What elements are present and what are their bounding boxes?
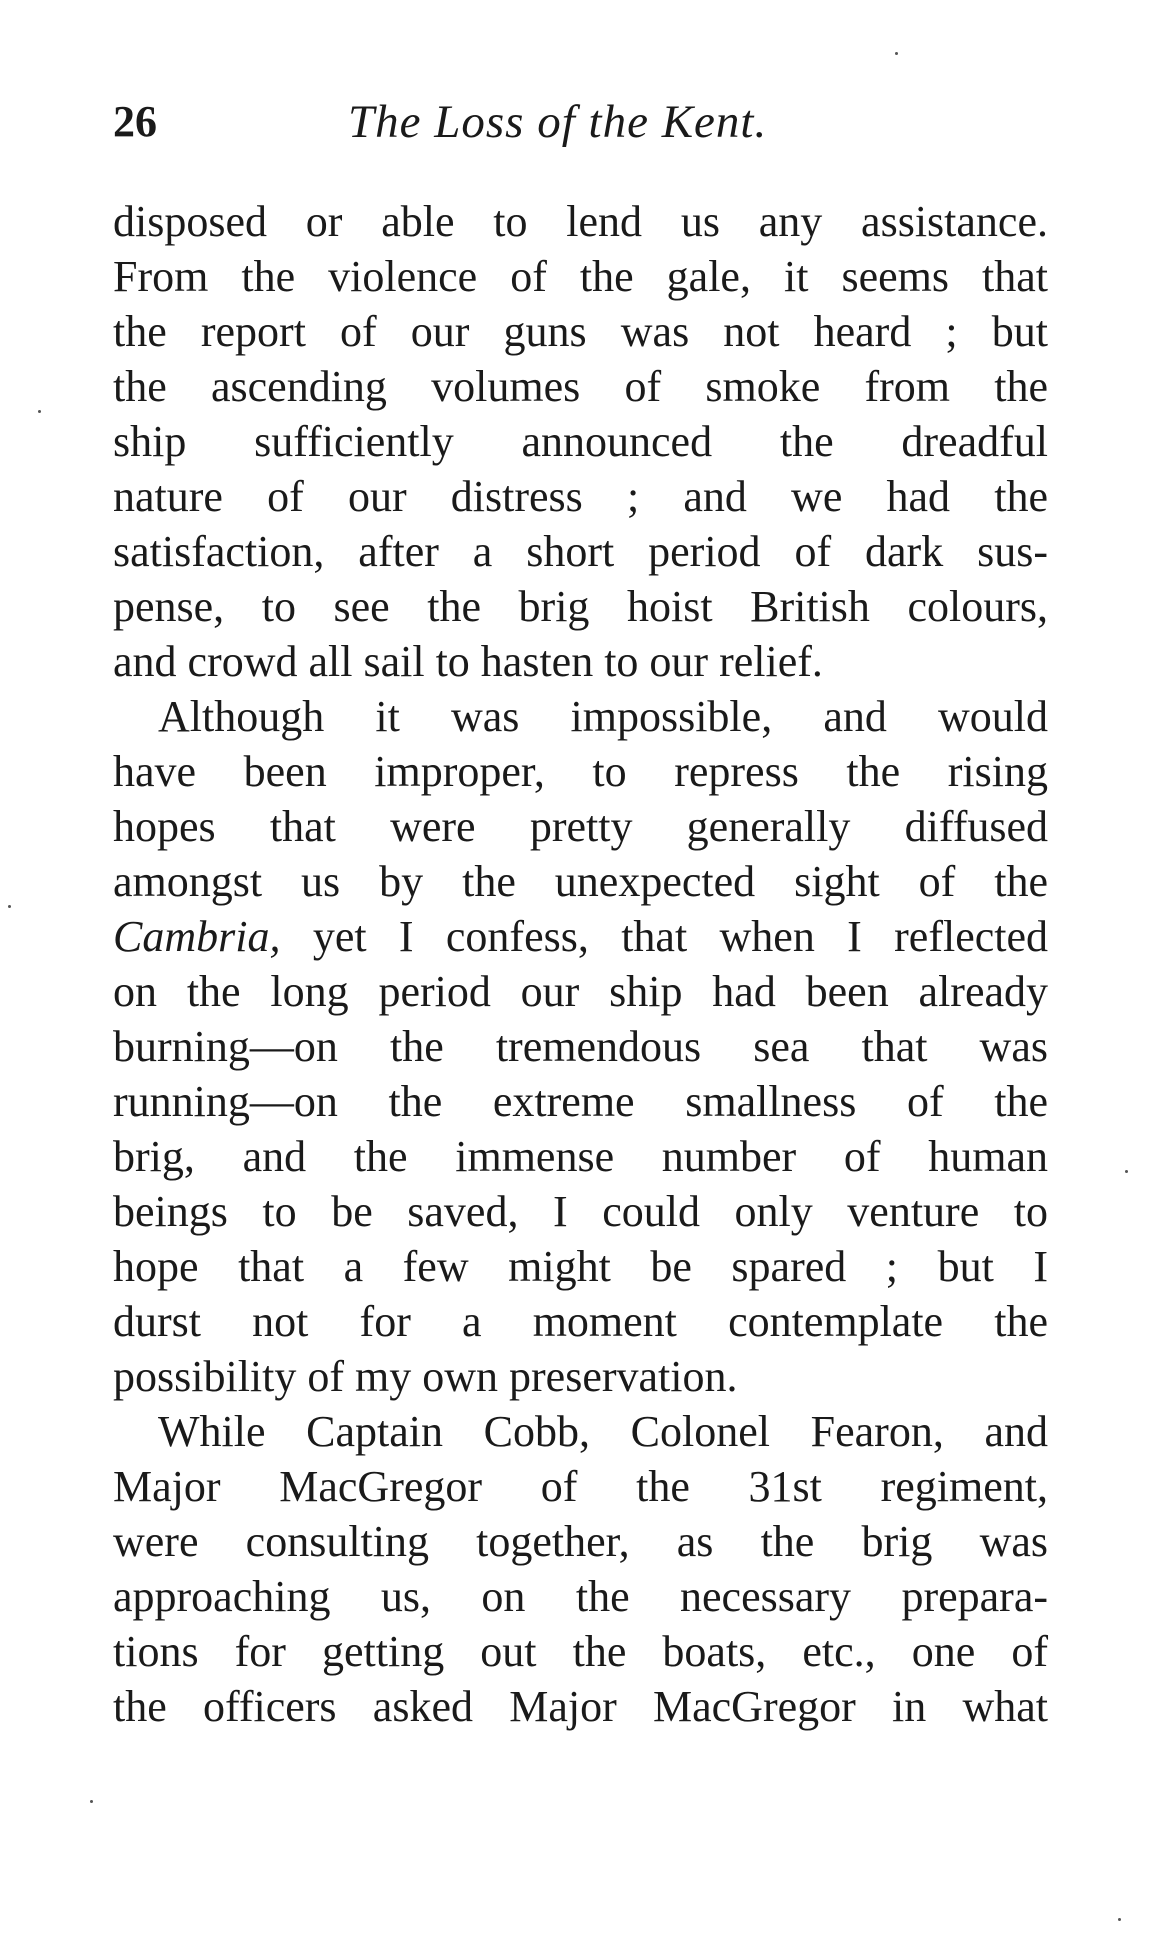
text-line: durst not for a moment contemplate the	[113, 1297, 1048, 1346]
text-line: beings to be saved, I could only venture to	[113, 1187, 1048, 1236]
text-line: possibility of my own preservation.	[113, 1352, 738, 1401]
text-line: the report of our guns was not heard ; but	[113, 307, 1048, 356]
text-line: the officers asked Major MacGregor in what	[113, 1682, 1048, 1731]
running-head	[113, 92, 1048, 152]
text-line-rest: yet I confess, that when I reflected	[312, 912, 1049, 961]
scan-speck	[90, 1800, 93, 1803]
text-line: the ascending volumes of smoke from the	[113, 362, 1048, 411]
paragraph-2	[113, 689, 1048, 1404]
text-line: have been improper, to repress the rising	[113, 747, 1048, 796]
paragraph-1	[113, 194, 1048, 689]
text-line: Although it was impossible, and would	[158, 692, 1048, 741]
scan-speck	[895, 52, 898, 55]
scan-speck	[38, 410, 41, 413]
text-line: satisfaction, after a short period of dark sus-	[113, 527, 1048, 576]
text-line: hope that a few might be spared ; but I	[113, 1242, 1048, 1291]
text-line: brig, and the immense number of human	[113, 1132, 1048, 1181]
paragraph-3	[113, 1404, 1048, 1734]
scan-speck	[8, 905, 11, 908]
text-line-with-italic	[113, 909, 1048, 964]
text-line: nature of our distress ; and we had the	[113, 472, 1048, 521]
text-line: burning—on the tremendous sea that was	[113, 1022, 1048, 1071]
ship-name-italic: Cambria,	[113, 912, 281, 961]
text-line: hopes that were pretty generally diffused	[113, 802, 1048, 851]
text-line: From the violence of the gale, it seems that	[113, 252, 1048, 301]
text-line: were consulting together, as the brig was	[113, 1517, 1048, 1566]
scan-speck	[1118, 1918, 1121, 1921]
text-line: tions for getting out the boats, etc., one of	[113, 1627, 1048, 1676]
text-line: on the long period our ship had been already	[113, 967, 1048, 1016]
text-line: running—on the extreme smallness of the	[113, 1077, 1048, 1126]
text-line: Major MacGregor of the 31st regiment,	[113, 1462, 1048, 1511]
text-line: and crowd all sail to hasten to our relief.	[113, 637, 823, 686]
text-line: disposed or able to lend us any assistance.	[113, 197, 1048, 246]
running-title: The Loss of the Kent.	[348, 96, 768, 148]
text-line: ship sufficiently announced the dreadful	[113, 417, 1048, 466]
page-number: 26	[113, 97, 157, 146]
text-line: While Captain Cobb, Colonel Fearon, and	[158, 1407, 1048, 1456]
text-line: approaching us, on the necessary prepara-	[113, 1572, 1048, 1621]
body-text	[113, 194, 1048, 1734]
scan-speck	[1125, 1170, 1128, 1173]
text-line: pense, to see the brig hoist British colours,	[113, 582, 1048, 631]
text-line: amongst us by the unexpected sight of the	[113, 857, 1048, 906]
